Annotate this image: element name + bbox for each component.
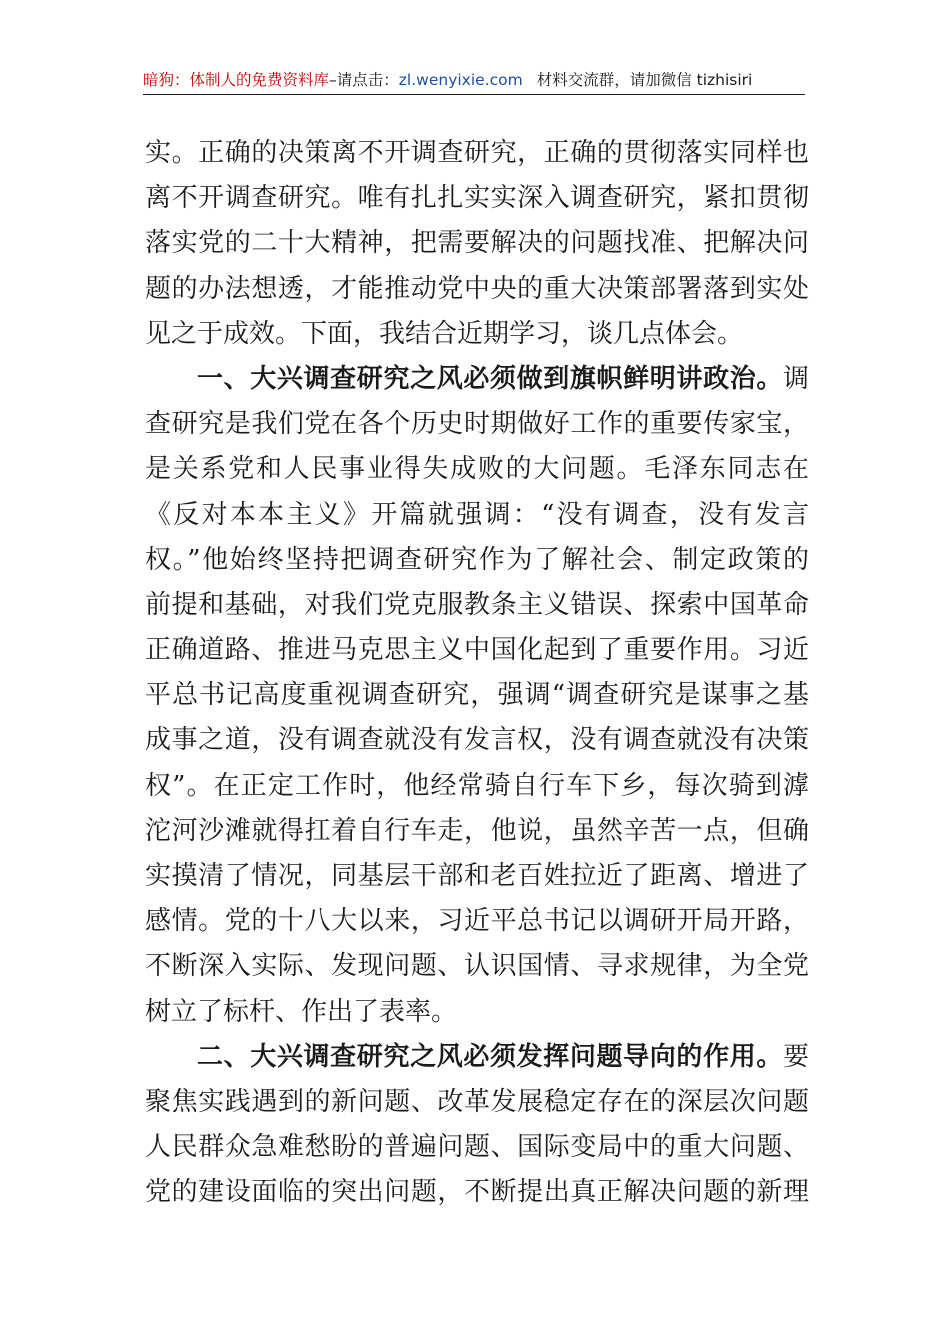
page-header [143,66,805,94]
section-heading-2: 二、大兴调查研究之风必须发挥问题导向的作用。 [197,1041,783,1072]
text-line: 查研究是我们党在各个历史时期做好工作的重要传家宝， [145,409,809,440]
text-line: 落实党的二十大精神，把需要解决的问题找准、把解决问 [145,228,809,259]
text-line: 党的建设面临的突出问题，不断提出真正解决问题的新理 [145,1177,809,1208]
text-line: 见之于成效。下面，我结合近期学习，谈几点体会。 [145,318,744,349]
text-line: 人民群众急难愁盼的普遍问题、国际变局中的重大问题、 [145,1132,809,1163]
text-line: 《反对本本主义》开篇就强调：“没有调查，没有发言 [145,499,809,530]
text-line: 感情。党的十八大以来，习近平总书记以调研开局开路， [145,906,809,937]
text-line: 聚焦实践遇到的新问题、改革发展稳定存在的深层次问题 [145,1086,809,1117]
text-line: 实摸清了情况，同基层干部和老百姓拉近了距离、增进了 [145,861,809,891]
text-line: 题的办法想透，才能推动党中央的重大决策部署落到实处 [145,273,809,304]
header-prompt: –请点击： [329,71,399,89]
text-line: 成事之道，没有调查就没有发言权，没有调查就没有决策 [145,725,809,756]
section-heading-line: 二、大兴调查研究之风必须发挥问题导向的作用。要 [197,1041,809,1072]
header-url-link[interactable]: zl.wenyixie.com [398,71,523,89]
text-line: 前提和基础，对我们党克服教条主义错误、探索中国革命 [145,589,809,620]
document-body [145,131,809,1216]
header-brand: 暗狗：体制人的免费资料库 [143,71,330,89]
header-divider [143,94,805,95]
text-line: 离不开调查研究。唯有扎扎实实深入调查研究，紧扣贯彻 [145,183,809,214]
text-line: 是关系党和人民事业得失成败的大问题。毛泽东同志在 [145,454,809,485]
text-line: 平总书记高度重视调查研究，强调“调查研究是谋事之基 [145,680,809,711]
section-heading-line: 一、大兴调查研究之风必须做到旗帜鲜明讲政治。调 [197,363,809,394]
text-line: 实。正确的决策离不开调查研究，正确的贯彻落实同样也 [145,138,809,168]
text-line: 权”。在正定工作时，他经常骑自行车下乡，每次骑到滹 [145,770,809,801]
header-contact: 材料交流群，请加微信 tizhisiri [536,71,753,89]
section-heading-1: 一、大兴调查研究之风必须做到旗帜鲜明讲政治。 [197,363,783,394]
text-line: 沱河沙滩就得扛着自行车走，他说，虽然辛苦一点，但确 [145,815,809,846]
text-line: 不断深入实际、发现问题、认识国情、寻求规律，为全党 [145,951,809,982]
text-line: 树立了标杆、作出了表率。 [145,996,458,1027]
text-line: 正确道路、推进马克思主义中国化起到了重要作用。习近 [145,635,809,666]
text-line: 权。”他始终坚持把调查研究作为了解社会、制定政策的 [145,544,809,575]
